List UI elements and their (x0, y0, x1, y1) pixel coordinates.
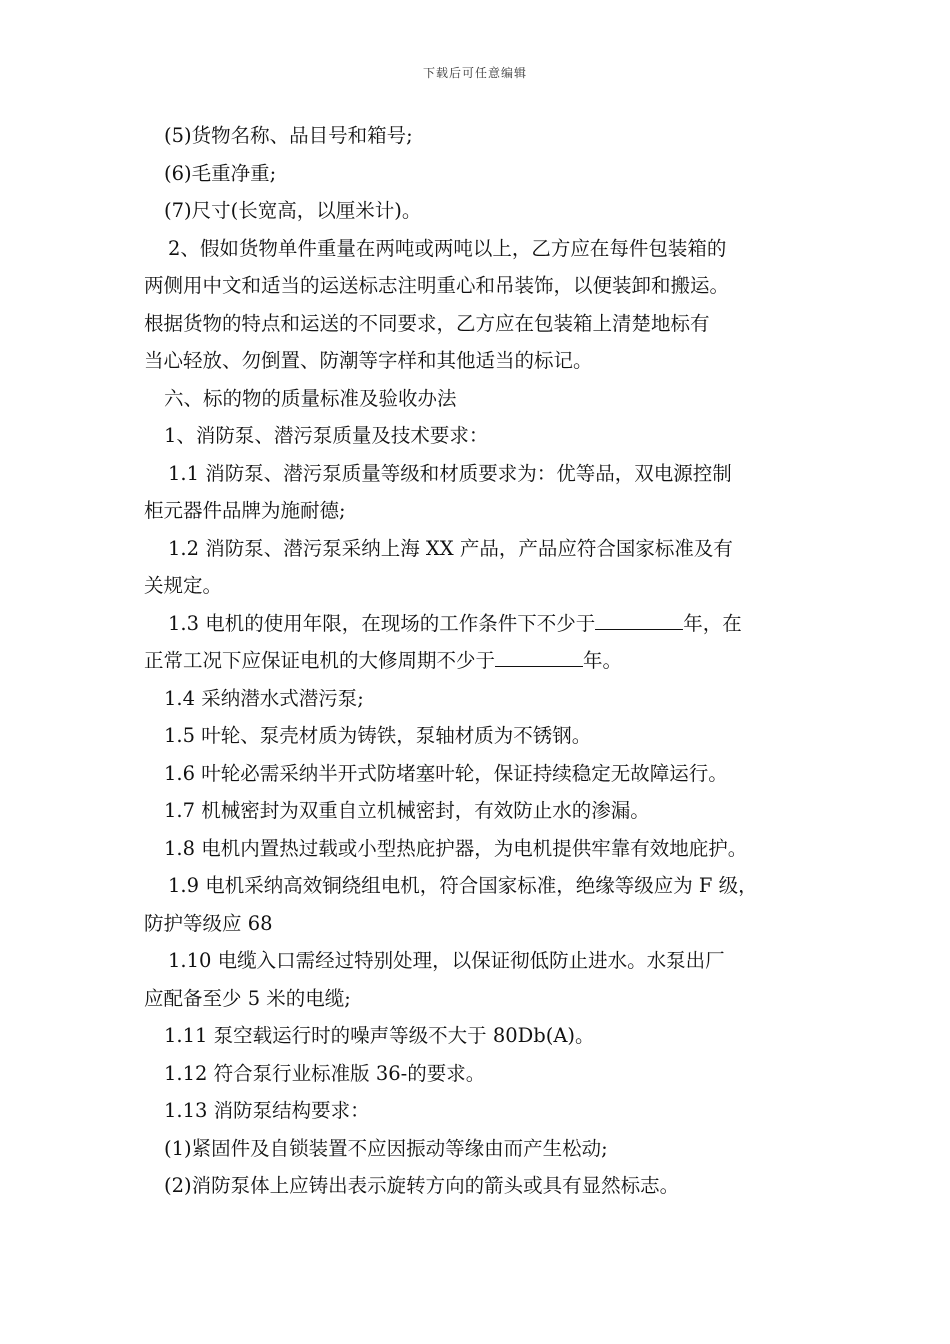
text-line: 关规定。 (144, 574, 223, 597)
text-line: 1.10 电缆入口需经过特别处理，以保证彻低防止进水。水泵出厂 (168, 949, 725, 972)
fill-blank (495, 644, 583, 667)
text-line: 1.1 消防泵、潜污泵质量等级和材质要求为：优等品，双电源控制 (168, 461, 732, 485)
page-header: 下载后可任意编辑 (422, 66, 527, 80)
text-line: 2、假如货物单件重量在两吨或两吨以上，乙方应在每件包装箱的 (168, 236, 727, 260)
text-segment: 正常工况下应保证电机的大修周期不少于 (144, 649, 496, 672)
text-line: 1.2 消防泵、潜污泵采纳上海 XX 产品，产品应符合国家标准及有 (168, 536, 733, 560)
document-body (144, 117, 824, 1205)
section-heading: 六、标的物的质量标准及验收办法 (164, 386, 457, 410)
text-line: 1.12 符合泵行业标准版 36-的要求。 (164, 1061, 486, 1085)
text-line: 1.8 电机内置热过载或小型热庇护器，为电机提供牢靠有效地庇护。 (164, 836, 748, 860)
text-line: (2)消防泵体上应铸出表示旋转方向的箭头或具有显然标志。 (164, 1174, 680, 1197)
text-line: 1.7 机械密封为双重自立机械密封，有效防止水的渗漏。 (164, 799, 650, 822)
text-line: (7)尺寸(长宽高，以厘米计)。 (164, 199, 422, 222)
subsection-heading: 1、消防泵、潜污泵质量及技术要求： (164, 424, 489, 447)
text-line: 1.9 电机采纳高效铜绕组电机，符合国家标准，绝缘等级应为 F 级， (168, 874, 758, 897)
text-line: (5)货物名称、品目号和箱号; (164, 124, 413, 147)
text-line: 当心轻放、勿倒置、防潮等字样和其他适当的标记。 (144, 349, 593, 372)
text-line: 根据货物的特点和运送的不同要求，乙方应在包装箱上清楚地标有 (144, 311, 710, 335)
text-line: 应配备至少 5 米的电缆; (144, 986, 351, 1010)
text-line: 1.5 叶轮、泵壳材质为铸铁，泵轴材质为不锈钢。 (164, 724, 592, 747)
text-line: (1)紧固件及自锁装置不应因振动等缘由而产生松动; (164, 1136, 608, 1160)
fill-blank (595, 607, 683, 630)
text-line: (6)毛重净重; (164, 161, 277, 185)
text-segment: 年，在 (683, 611, 742, 635)
text-line-with-blank (144, 605, 824, 643)
text-line: 1.4 采纳潜水式潜污泵; (164, 686, 364, 710)
text-line-with-blank (144, 642, 824, 680)
text-line: 两侧用中文和适当的运送标志注明重心和吊装饰，以便装卸和搬运。 (144, 274, 730, 297)
text-line: 1.11 泵空载运行时的噪声等级不大于 80Db(A)。 (164, 1024, 595, 1047)
text-line: 1.13 消防泵结构要求： (164, 1099, 370, 1122)
text-line: 1.6 叶轮必需采纳半开式防堵塞叶轮，保证持续稳定无故障运行。 (164, 761, 728, 785)
text-segment: 年。 (583, 649, 623, 672)
text-line: 柜元器件品牌为施耐德; (144, 499, 346, 522)
text-line: 防护等级应 68 (144, 911, 273, 935)
text-segment: 1.3 电机的使用年限，在现场的工作条件下不少于 (168, 611, 596, 635)
